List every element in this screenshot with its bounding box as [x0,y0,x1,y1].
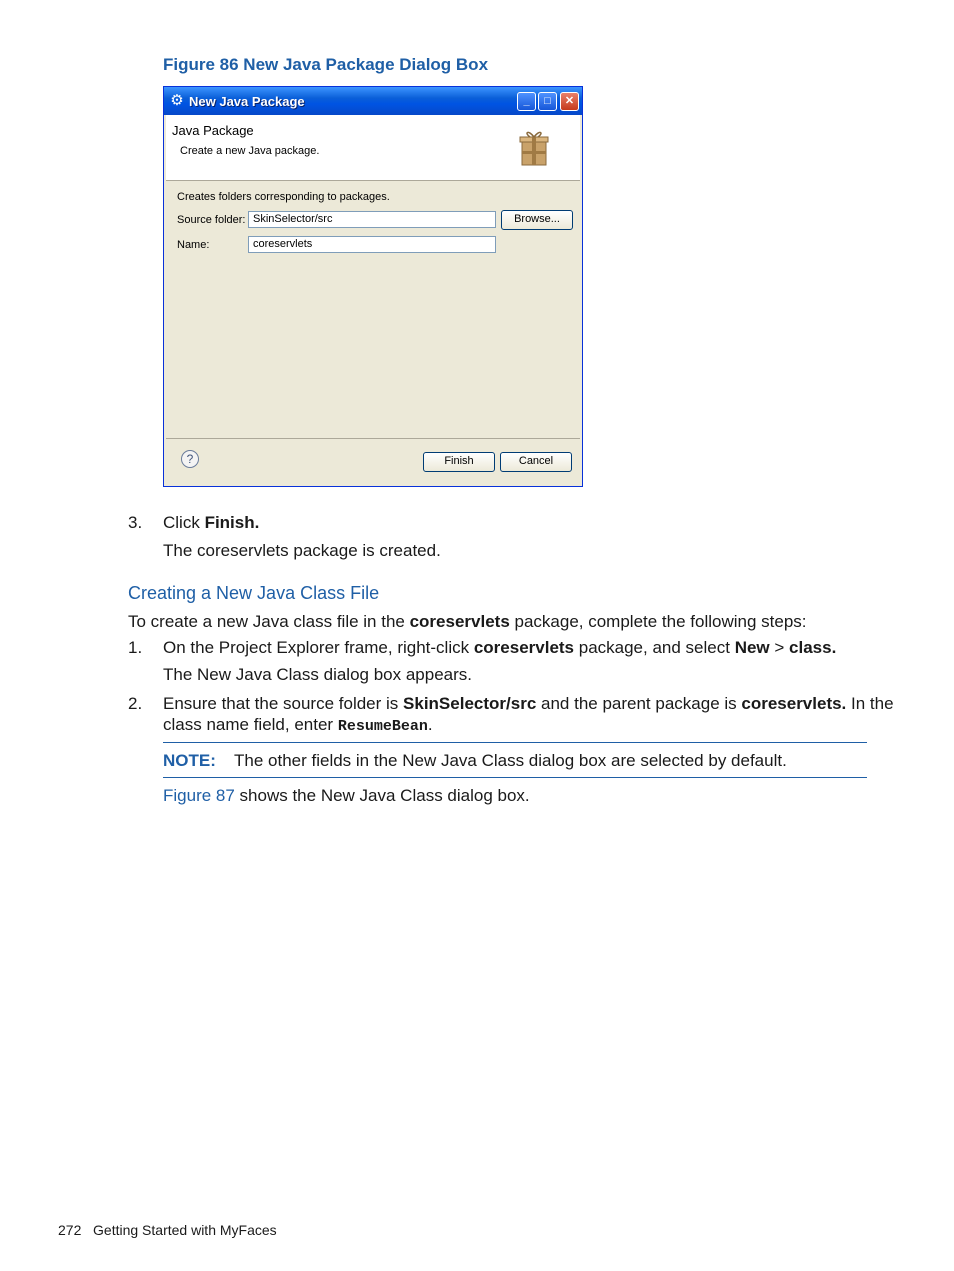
dialog-body [166,181,580,439]
step2-part: In the [846,694,894,713]
source-folder-field[interactable]: SkinSelector/src [248,211,496,228]
maximize-icon[interactable]: □ [538,92,557,111]
section-heading: Creating a New Java Class File [128,583,380,603]
new-java-package-dialog [163,86,583,487]
figure-87-link[interactable]: Figure 87 [163,786,235,805]
step1-bold: New [734,638,770,657]
header-description: Create a new Java package. [180,145,320,157]
step3-result: The coreservlets package is created. [163,541,441,560]
cancel-button[interactable]: Cancel [500,452,572,472]
step2-bold: SkinSelector/src [403,694,537,713]
dialog-titlebar [164,87,582,115]
step1-part: > [769,638,790,657]
minimize-icon[interactable]: _ [517,92,536,111]
page-footer [58,1222,277,1238]
note-top-rule [163,742,867,743]
step3-text [163,512,259,534]
note-text: The other fields in the New Java Class dialog box are selected by default. [234,751,787,770]
header-title: Java Package [172,123,254,138]
step1-bold: coreservlets [473,638,575,657]
step2-part: . [427,715,433,734]
step-number: 1. [128,638,143,657]
intro-bold: coreservlets [409,612,510,631]
package-icon [516,127,552,167]
section-intro [128,611,807,633]
dialog-header [166,115,580,181]
step3-bold: Finish. [204,513,260,532]
note-label [163,750,216,772]
step1-part: On the Project Explorer frame, right-click [163,638,474,657]
note-label-text: NOTE: [163,751,216,770]
browse-button[interactable]: Browse... [501,210,573,230]
step-number: 2. [128,694,143,713]
source-folder-label: Source folder: [177,214,246,226]
page-number: 272 [58,1222,82,1238]
step2-bold: coreservlets. [741,694,847,713]
name-label: Name: [177,239,210,251]
footer-separator [166,438,580,439]
step1-part: package, and select [574,638,735,657]
step2-line1 [163,693,894,715]
step2-line2 [163,714,433,738]
dialog-title: New Java Package [189,94,305,109]
intro-suffix: package, complete the following steps: [509,612,807,631]
step-number: 3. [128,513,143,532]
intro-prefix: To create a new Java class file in the [128,612,410,631]
close-icon[interactable]: ✕ [560,92,579,111]
note-bottom-rule [163,777,867,778]
figure-reference [163,785,530,807]
figure-reference-suffix: shows the New Java Class dialog box. [234,786,530,805]
footer-title: Getting Started with MyFaces [93,1222,277,1238]
step3-prefix: Click [163,513,205,532]
step2-part: and the parent package is [536,694,742,713]
figure-caption: Figure 86 New Java Package Dialog Box [163,55,489,74]
finish-button[interactable]: Finish [423,452,495,472]
step2-part: Ensure that the source folder is [163,694,404,713]
step1-text [163,637,836,659]
name-field[interactable]: coreservlets [248,236,496,253]
gear-icon: ⚙ [170,92,184,109]
code-literal: ResumeBean [337,718,428,735]
intro-text: Creates folders corresponding to packages. [177,191,390,203]
help-icon[interactable]: ? [181,450,199,468]
step2-part: class name field, enter [163,715,338,734]
step1-result: The New Java Class dialog box appears. [163,665,472,684]
step1-bold: class. [789,638,837,657]
